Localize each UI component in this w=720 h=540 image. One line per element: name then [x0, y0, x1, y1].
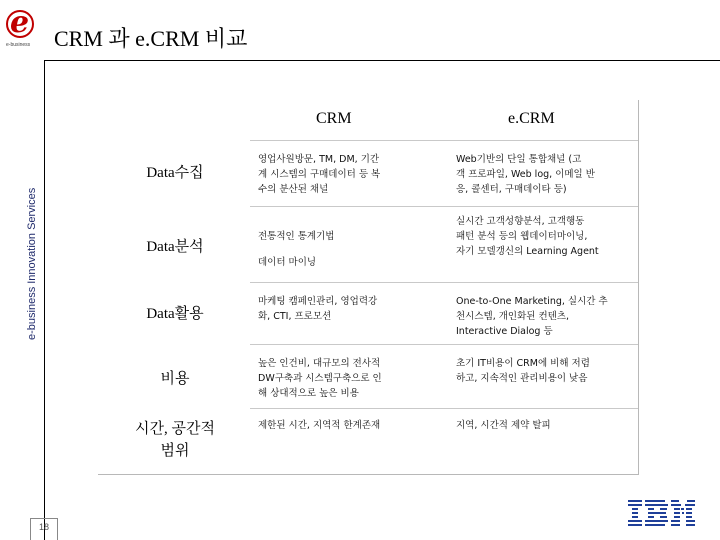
slide-title: CRM 과 e.CRM 비교 — [54, 26, 248, 51]
row-divider — [250, 282, 638, 283]
row-label-data-collection: Data수집 — [146, 165, 204, 181]
ebusiness-logo — [6, 5, 40, 52]
cell-ecrm-data-collection: Web기반의 단일 통합채널 (고 객 프로파일, Web log, 이메일 반 응, 콜센터, 구매데이타 등) — [456, 154, 595, 195]
left-divider — [44, 60, 45, 540]
logo-e-letter: e — [10, 5, 30, 40]
page-number: 18 — [38, 522, 49, 532]
cell-crm-data-analysis: 전통적인 통계기법 데이터 마이닝 — [258, 231, 335, 268]
cell-ecrm-time-space-scope: 지역, 시간적 제약 탈피 — [456, 420, 551, 431]
row-label-data-usage: Data활용 — [146, 306, 204, 322]
logo-caption: e-business — [6, 42, 31, 48]
cell-crm-data-usage: 마케팅 캠페인관리, 영업력강 화, CTI, 프로모션 — [258, 296, 378, 322]
row-divider — [250, 206, 638, 207]
header-crm: CRM — [316, 110, 352, 127]
row-label-time-space-scope: 시간, 공간적 범위 — [135, 421, 215, 459]
cell-ecrm-data-analysis: 실시간 고객성향분석, 고객행동 패턴 분석 등의 웹데이터마이닝, 자기 모델갱신의 Learning Agent — [456, 216, 599, 257]
row-label-cost: 비용 — [160, 371, 190, 387]
ibm-logo — [628, 498, 696, 528]
header-ecrm: e.CRM — [508, 110, 555, 127]
cell-ecrm-cost: 초기 IT비용이 CRM에 비해 저렴 하고, 지속적인 관리비용이 낮음 — [456, 358, 590, 384]
row-label-data-analysis: Data분석 — [146, 239, 204, 255]
ibm-logo-text: IBM — [628, 498, 630, 499]
header-divider — [250, 140, 638, 141]
cell-crm-time-space-scope: 제한된 시간, 지역적 한계존재 — [258, 420, 381, 431]
row-divider — [250, 344, 638, 345]
title-divider — [44, 60, 720, 61]
row-divider — [250, 408, 638, 409]
cell-crm-data-collection: 영업사원방문, TM, DM, 기간 계 시스템의 구매데이터 등 복 수의 분산된 채널 — [258, 154, 381, 195]
cell-crm-cost: 높은 인건비, 대규모의 전사적 DW구축과 시스템구축으로 인 해 상대적으로 높은 비용 — [258, 358, 382, 399]
cell-ecrm-data-usage: One-to-One Marketing, 실시간 추 천시스템, 개인화된 컨텐츠, Interactive Dialog 등 — [456, 296, 608, 337]
side-label: e-business Innovation Services — [26, 187, 38, 340]
